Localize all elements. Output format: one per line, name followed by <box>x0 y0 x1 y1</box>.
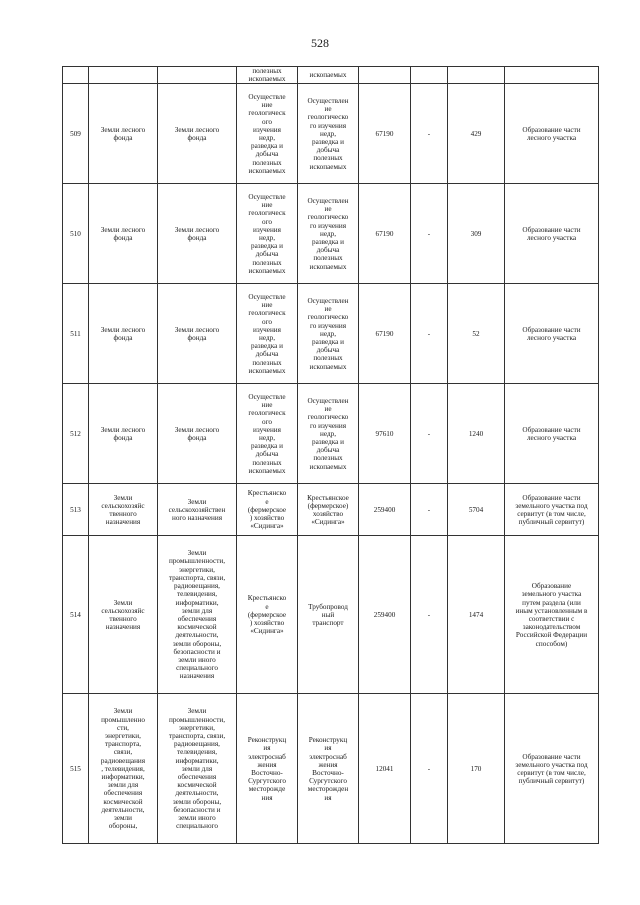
cell-dash: - <box>411 484 448 536</box>
cell-category2 <box>158 67 237 84</box>
table-row <box>63 284 599 384</box>
cell-no: 513 <box>63 484 89 536</box>
cell-purpose: Образование земельного участка путем раздела (или иным установленным в соответствии с законодательством Российской Федерации способом) <box>505 536 599 694</box>
cell-no: 514 <box>63 536 89 694</box>
cell-category1: Земли лесного фонда <box>89 84 158 184</box>
cell-use2: Крестьянское (фермерское) хозяйство «Сидинга» <box>298 484 359 536</box>
cell-use1: полезных ископаемых <box>237 67 298 84</box>
cell-category1 <box>89 67 158 84</box>
cell-use2: ископаемых <box>298 67 359 84</box>
cell-purpose: Образование части лесного участка <box>505 284 599 384</box>
cell-category1: Земли лесного фонда <box>89 184 158 284</box>
cell-no: 515 <box>63 694 89 844</box>
table-row <box>63 694 599 844</box>
cell-use1: Крестьянско е (фермерское ) хозяйство «Сидинга» <box>237 484 298 536</box>
cell-use2: Реконструкц ия электроснаб жения Восточно- Сургутского месторожден ия <box>298 694 359 844</box>
cell-area: 259400 <box>359 536 411 694</box>
cell-part-area <box>448 67 505 84</box>
cell-part-area: 1240 <box>448 384 505 484</box>
table-row <box>63 84 599 184</box>
cell-dash: - <box>411 84 448 184</box>
cell-category2: Земли промышленности, энергетики, транспорта, связи, радиовещания, телевидения, информатики, земли для обеспечения космической деятельности, земли обороны, безопасности и земли иного специального <box>158 694 237 844</box>
cell-part-area: 1474 <box>448 536 505 694</box>
cell-dash: - <box>411 284 448 384</box>
cell-purpose: Образование части земельного участка под сервитут (в том числе, публичный сервитут) <box>505 694 599 844</box>
cell-no: 509 <box>63 84 89 184</box>
table-row <box>63 384 599 484</box>
cell-category2: Земли лесного фонда <box>158 384 237 484</box>
cell-category2: Земли промышленности, энергетики, транспорта, связи, радиовещания, телевидения, информатики, земли для обеспечения космической деятельности, земли обороны, безопасности и земли иного специального назначения <box>158 536 237 694</box>
cell-purpose: Образование части лесного участка <box>505 384 599 484</box>
cell-dash: - <box>411 694 448 844</box>
table-row <box>63 184 599 284</box>
cell-area: 67190 <box>359 84 411 184</box>
cell-category2: Земли лесного фонда <box>158 184 237 284</box>
cell-category2: Земли сельскохозяйствен ного назначения <box>158 484 237 536</box>
cell-purpose: Образование части земельного участка под сервитут (в том числе, публичный сервитут) <box>505 484 599 536</box>
cell-no: 512 <box>63 384 89 484</box>
cell-area: 67190 <box>359 184 411 284</box>
cell-no <box>63 67 89 84</box>
cell-category1: Земли промышленно сти, энергетики, транспорта, связи, радиовещания , телевидения, информатики, земли для обеспечения космической деятельности, земли обороны, <box>89 694 158 844</box>
cell-category1: Земли лесного фонда <box>89 284 158 384</box>
cell-use2: Осуществлен ие геологическо го изучения недр, разведка и добыча полезных ископаемых <box>298 384 359 484</box>
cell-area: 12041 <box>359 694 411 844</box>
cell-area: 67190 <box>359 284 411 384</box>
cell-use2: Осуществлен ие геологическо го изучения недр, разведка и добыча полезных ископаемых <box>298 184 359 284</box>
cell-category1: Земли сельскохозяйс твенного назначения <box>89 484 158 536</box>
cell-use2: Осуществлен ие геологическо го изучения недр, разведка и добыча полезных ископаемых <box>298 284 359 384</box>
table-row <box>63 484 599 536</box>
cell-use1: Осуществле ние геологическ ого изучения недр, разведка и добыча полезных ископаемых <box>237 384 298 484</box>
cell-category1: Земли сельскохозяйс твенного назначения <box>89 536 158 694</box>
cell-category2: Земли лесного фонда <box>158 284 237 384</box>
page-number: 528 <box>311 36 329 50</box>
cell-no: 510 <box>63 184 89 284</box>
cell-dash: - <box>411 184 448 284</box>
cell-part-area: 52 <box>448 284 505 384</box>
cell-use2: Осуществлен ие геологическо го изучения недр, разведка и добыча полезных ископаемых <box>298 84 359 184</box>
cell-dash: - <box>411 536 448 694</box>
cell-part-area: 170 <box>448 694 505 844</box>
cell-use1: Осуществле ние геологическ ого изучения недр, разведка и добыча полезных ископаемых <box>237 84 298 184</box>
land-plots-table <box>62 66 599 844</box>
cell-area: 97610 <box>359 384 411 484</box>
cell-no: 511 <box>63 284 89 384</box>
cell-part-area: 429 <box>448 84 505 184</box>
cell-use1: Реконструкц ия электроснаб жения Восточно- Сургутского месторожде ния <box>237 694 298 844</box>
cell-category2: Земли лесного фонда <box>158 84 237 184</box>
cell-area: 259400 <box>359 484 411 536</box>
cell-purpose <box>505 67 599 84</box>
cell-part-area: 5704 <box>448 484 505 536</box>
cell-dash <box>411 67 448 84</box>
cell-use2: Трубопровод ный транспорт <box>298 536 359 694</box>
cell-part-area: 309 <box>448 184 505 284</box>
cell-dash: - <box>411 384 448 484</box>
table-row <box>63 536 599 694</box>
cell-area <box>359 67 411 84</box>
cell-purpose: Образование части лесного участка <box>505 184 599 284</box>
cell-purpose: Образование части лесного участка <box>505 84 599 184</box>
table-row-continued <box>63 67 599 84</box>
cell-use1: Крестьянско е (фермерское ) хозяйство «Сидинга» <box>237 536 298 694</box>
cell-category1: Земли лесного фонда <box>89 384 158 484</box>
cell-use1: Осуществле ние геологическ ого изучения недр, разведка и добыча полезных ископаемых <box>237 284 298 384</box>
cell-use1: Осуществле ние геологическ ого изучения недр, разведка и добыча полезных ископаемых <box>237 184 298 284</box>
